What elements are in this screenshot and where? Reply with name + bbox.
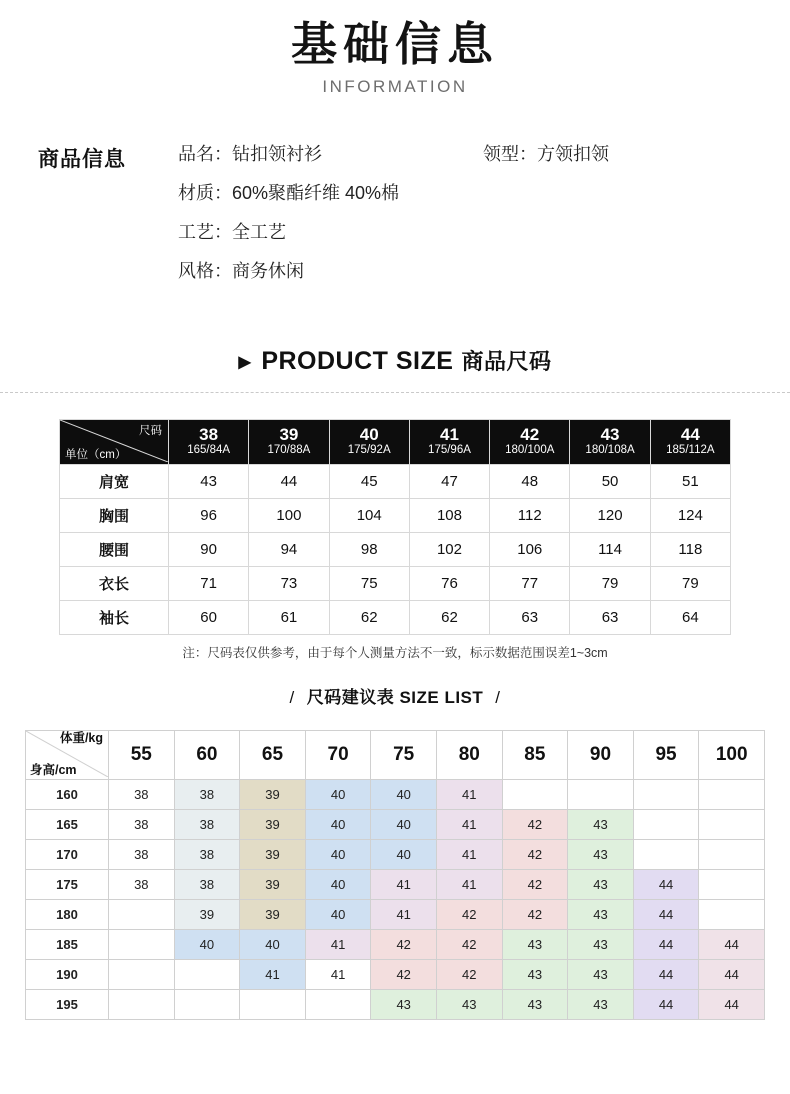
size-col-header xyxy=(329,419,409,464)
info-key: 材质： xyxy=(178,182,232,203)
info-cell xyxy=(178,258,483,285)
size-number: 41 xyxy=(440,425,459,445)
rec-table-head xyxy=(26,730,765,779)
size-row-label: 腰围 xyxy=(60,532,169,566)
recommend-cell: 44 xyxy=(699,989,765,1019)
recommend-cell: 39 xyxy=(240,779,306,809)
product-info-block xyxy=(0,141,790,297)
recommend-cell: 41 xyxy=(240,959,306,989)
recommend-cell: 41 xyxy=(436,869,502,899)
size-number: 42 xyxy=(520,425,540,445)
size-cell: 60 xyxy=(169,600,249,634)
weight-col-header: 65 xyxy=(240,730,306,779)
info-cell xyxy=(483,258,790,285)
height-row-label: 160 xyxy=(26,779,109,809)
recommend-cell: 44 xyxy=(633,929,699,959)
recommend-cell: 39 xyxy=(240,839,306,869)
size-cell: 51 xyxy=(650,464,730,498)
size-cell: 50 xyxy=(570,464,650,498)
recommend-cell: 40 xyxy=(305,779,371,809)
recommend-cell: 43 xyxy=(568,929,634,959)
recommend-cell xyxy=(633,809,699,839)
recommend-cell: 38 xyxy=(109,839,175,869)
recommend-cell: 40 xyxy=(371,839,437,869)
size-cell: 62 xyxy=(409,600,489,634)
info-value: 全工艺 xyxy=(232,221,286,242)
recommend-cell xyxy=(568,779,634,809)
weight-col-header: 85 xyxy=(502,730,568,779)
recommend-cell: 40 xyxy=(240,929,306,959)
table-row xyxy=(60,498,731,532)
weight-col-header: 100 xyxy=(699,730,765,779)
recommend-cell: 43 xyxy=(568,839,634,869)
size-col-header xyxy=(249,419,329,464)
recommend-cell: 43 xyxy=(568,869,634,899)
weight-col-header: 90 xyxy=(568,730,634,779)
recommend-cell: 40 xyxy=(305,809,371,839)
size-col-header xyxy=(409,419,489,464)
recommend-cell xyxy=(699,899,765,929)
size-row-label: 肩宽 xyxy=(60,464,169,498)
size-cell: 79 xyxy=(570,566,650,600)
recommend-cell: 42 xyxy=(371,959,437,989)
weight-col-header: 70 xyxy=(305,730,371,779)
size-cell: 63 xyxy=(490,600,570,634)
height-row-label: 190 xyxy=(26,959,109,989)
recommend-cell xyxy=(109,899,175,929)
size-cell: 71 xyxy=(169,566,249,600)
corner-label-height: 身高/cm xyxy=(30,763,77,778)
recommend-cell: 43 xyxy=(568,989,634,1019)
size-recommend-table xyxy=(25,730,765,1020)
recommend-cell xyxy=(699,839,765,869)
table-row xyxy=(26,730,765,779)
recommend-cell: 43 xyxy=(568,899,634,929)
product-info-label: 商品信息 xyxy=(38,147,126,171)
triangle-right-icon: ▶ xyxy=(238,354,252,372)
info-row xyxy=(178,180,790,207)
size-cell: 120 xyxy=(570,498,650,532)
size-cell: 48 xyxy=(490,464,570,498)
recommend-cell xyxy=(174,989,240,1019)
info-value: 商务休闲 xyxy=(232,260,304,281)
size-row-label: 衣长 xyxy=(60,566,169,600)
recommend-cell: 44 xyxy=(633,899,699,929)
table-row xyxy=(26,839,765,869)
info-value: 钻扣领衬衫 xyxy=(232,143,322,164)
recommend-cell: 40 xyxy=(371,779,437,809)
size-code: 180/100A xyxy=(505,443,555,456)
recommend-cell: 38 xyxy=(174,809,240,839)
table-row xyxy=(60,419,731,464)
info-value: 方领扣领 xyxy=(537,143,609,164)
height-row-label: 195 xyxy=(26,989,109,1019)
size-number: 40 xyxy=(359,425,379,445)
size-cell: 102 xyxy=(409,532,489,566)
info-key: 领型： xyxy=(483,143,537,164)
size-col-header xyxy=(650,419,730,464)
size-cell: 77 xyxy=(490,566,570,600)
size-cell: 118 xyxy=(650,532,730,566)
height-row-label: 185 xyxy=(26,929,109,959)
size-table-corner xyxy=(60,419,169,464)
corner-label-weight: 体重/kg xyxy=(59,730,103,745)
rec-table-corner xyxy=(26,730,109,779)
recommend-cell: 42 xyxy=(502,899,568,929)
table-row xyxy=(60,600,731,634)
height-row-label: 170 xyxy=(26,839,109,869)
recommend-cell xyxy=(109,989,175,1019)
size-cell: 104 xyxy=(329,498,409,532)
table-row xyxy=(26,809,765,839)
weight-col-header: 60 xyxy=(174,730,240,779)
page-title: 基础信息 xyxy=(291,18,499,70)
info-row xyxy=(178,141,790,168)
size-table-wrap xyxy=(59,419,731,661)
size-table-note: 注：尺码表仅供参考，由于每个人测量方法不一致，标示数据范围误差1~3cm xyxy=(182,645,608,660)
size-cell: 63 xyxy=(570,600,650,634)
recommend-cell: 38 xyxy=(109,779,175,809)
table-row xyxy=(26,899,765,929)
recommend-cell: 43 xyxy=(371,989,437,1019)
size-row-label: 袖长 xyxy=(60,600,169,634)
weight-col-header: 95 xyxy=(633,730,699,779)
recommend-cell xyxy=(240,989,306,1019)
recommend-cell: 41 xyxy=(305,929,371,959)
recommend-cell: 40 xyxy=(305,869,371,899)
recommend-cell: 38 xyxy=(174,869,240,899)
recommend-cell: 39 xyxy=(240,899,306,929)
recommend-cell: 40 xyxy=(371,809,437,839)
recommend-cell: 43 xyxy=(502,929,568,959)
recommend-cell: 40 xyxy=(174,929,240,959)
recommend-cell: 44 xyxy=(633,989,699,1019)
recommend-cell xyxy=(109,929,175,959)
size-col-header xyxy=(570,419,650,464)
recommend-cell: 38 xyxy=(109,809,175,839)
recommend-cell: 41 xyxy=(305,959,371,989)
info-key: 风格： xyxy=(178,260,232,281)
weight-col-header: 75 xyxy=(371,730,437,779)
info-cell xyxy=(178,180,483,207)
info-cell xyxy=(483,180,790,207)
recommend-cell xyxy=(633,839,699,869)
recommend-cell xyxy=(174,959,240,989)
info-value: 60%聚酯纤维 40%棉 xyxy=(232,182,400,203)
recommend-cell: 38 xyxy=(109,869,175,899)
recommend-cell xyxy=(109,959,175,989)
page-subtitle: INFORMATION xyxy=(322,76,468,96)
recommend-cell: 41 xyxy=(371,899,437,929)
recommend-cell: 42 xyxy=(436,929,502,959)
size-cell: 44 xyxy=(249,464,329,498)
size-cell: 43 xyxy=(169,464,249,498)
recommend-cell: 43 xyxy=(436,989,502,1019)
product-size-heading-wrap xyxy=(0,345,790,393)
size-number: 44 xyxy=(680,425,700,445)
recommend-cell: 40 xyxy=(305,839,371,869)
table-row xyxy=(26,929,765,959)
recommend-cell: 44 xyxy=(699,959,765,989)
table-row xyxy=(26,959,765,989)
size-cell: 62 xyxy=(329,600,409,634)
recommend-cell xyxy=(699,809,765,839)
size-number: 43 xyxy=(600,425,620,445)
product-info-rows xyxy=(170,141,790,297)
info-row xyxy=(178,258,790,285)
size-cell: 73 xyxy=(249,566,329,600)
size-cell: 112 xyxy=(490,498,570,532)
size-cell: 96 xyxy=(169,498,249,532)
weight-col-header: 80 xyxy=(436,730,502,779)
size-cell: 47 xyxy=(409,464,489,498)
recommend-cell xyxy=(699,779,765,809)
recommend-cell: 39 xyxy=(240,809,306,839)
size-cell: 76 xyxy=(409,566,489,600)
page-header xyxy=(0,0,790,97)
info-cell xyxy=(483,219,790,246)
info-row xyxy=(178,219,790,246)
slash-left: / xyxy=(289,687,295,707)
size-cell: 114 xyxy=(570,532,650,566)
size-cell: 98 xyxy=(329,532,409,566)
size-cell: 64 xyxy=(650,600,730,634)
recommend-cell xyxy=(633,779,699,809)
recommend-cell: 38 xyxy=(174,839,240,869)
recommend-cell: 42 xyxy=(502,869,568,899)
table-row xyxy=(60,464,731,498)
recommend-cell: 41 xyxy=(436,809,502,839)
product-size-title-en: PRODUCT SIZE xyxy=(261,346,454,375)
recommend-cell xyxy=(502,779,568,809)
size-cell: 79 xyxy=(650,566,730,600)
height-row-label: 175 xyxy=(26,869,109,899)
recommend-cell xyxy=(305,989,371,1019)
size-cell: 75 xyxy=(329,566,409,600)
recommend-cell: 39 xyxy=(240,869,306,899)
recommend-cell: 43 xyxy=(502,959,568,989)
size-cell: 61 xyxy=(249,600,329,634)
size-list-heading xyxy=(0,683,790,708)
size-col-header xyxy=(169,419,249,464)
corner-label-bottom: 单位（cm） xyxy=(65,448,127,461)
recommend-cell: 42 xyxy=(436,899,502,929)
recommend-cell: 42 xyxy=(502,839,568,869)
size-number: 38 xyxy=(199,425,219,445)
size-cell: 106 xyxy=(490,532,570,566)
slash-right: / xyxy=(495,687,501,707)
recommend-cell: 43 xyxy=(568,809,634,839)
table-row xyxy=(26,869,765,899)
size-code: 185/112A xyxy=(666,443,715,456)
recommend-cell: 42 xyxy=(436,959,502,989)
recommend-cell: 39 xyxy=(174,899,240,929)
size-recommend-wrap xyxy=(25,730,765,1020)
recommend-cell: 44 xyxy=(633,959,699,989)
size-col-header xyxy=(490,419,570,464)
size-code: 175/96A xyxy=(428,443,471,456)
info-cell xyxy=(178,219,483,246)
size-table xyxy=(59,419,731,635)
size-row-label: 胸围 xyxy=(60,498,169,532)
divider xyxy=(0,392,790,393)
recommend-cell: 38 xyxy=(174,779,240,809)
height-row-label: 180 xyxy=(26,899,109,929)
recommend-cell: 42 xyxy=(502,809,568,839)
recommend-cell: 43 xyxy=(502,989,568,1019)
corner-label-top: 尺码 xyxy=(139,424,162,437)
table-row xyxy=(26,779,765,809)
table-row xyxy=(60,566,731,600)
recommend-cell: 44 xyxy=(633,869,699,899)
height-row-label: 165 xyxy=(26,809,109,839)
size-cell: 100 xyxy=(249,498,329,532)
rec-table-body xyxy=(26,779,765,1019)
size-code: 180/108A xyxy=(585,443,635,456)
recommend-cell: 44 xyxy=(699,929,765,959)
size-cell: 90 xyxy=(169,532,249,566)
info-cell xyxy=(483,141,790,168)
size-table-head xyxy=(60,419,731,464)
info-key: 品名： xyxy=(178,143,232,164)
product-size-heading xyxy=(239,345,552,376)
size-code: 175/92A xyxy=(347,443,391,456)
size-cell: 124 xyxy=(650,498,730,532)
recommend-cell: 41 xyxy=(436,839,502,869)
recommend-cell: 43 xyxy=(568,959,634,989)
recommend-cell: 42 xyxy=(371,929,437,959)
size-cell: 45 xyxy=(329,464,409,498)
info-cell xyxy=(178,141,483,168)
product-size-title-cn: 商品尺码 xyxy=(461,348,552,374)
size-code: 170/88A xyxy=(267,443,311,456)
size-cell: 108 xyxy=(409,498,489,532)
size-table-body xyxy=(60,464,731,634)
info-key: 工艺： xyxy=(178,221,232,242)
size-list-title-en: SIZE LIST xyxy=(399,687,484,707)
recommend-cell: 41 xyxy=(371,869,437,899)
size-number: 39 xyxy=(279,425,299,445)
recommend-cell: 41 xyxy=(436,779,502,809)
table-row xyxy=(26,989,765,1019)
weight-col-header: 55 xyxy=(109,730,175,779)
size-code: 165/84A xyxy=(187,443,231,456)
recommend-cell: 40 xyxy=(305,899,371,929)
size-list-title-cn: 尺码建议表 xyxy=(306,687,395,707)
table-row xyxy=(60,532,731,566)
recommend-cell xyxy=(699,869,765,899)
size-cell: 94 xyxy=(249,532,329,566)
